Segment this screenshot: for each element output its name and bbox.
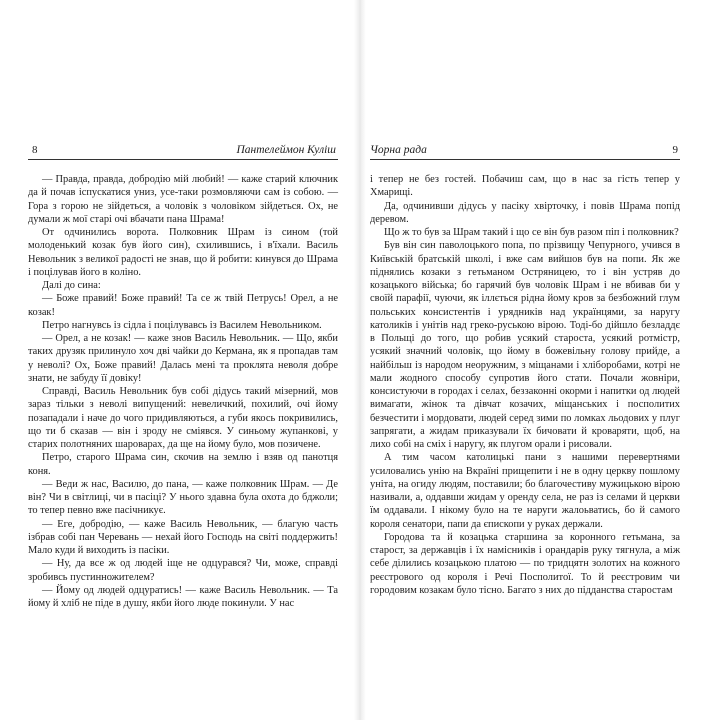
paragraph: — Еге, добродію, — каже Василь Невольник, — благую часть ізбрав собі пан Черевань — нехай його Господь на світі поддержить! Мало куди й виходить із пасіки. [28, 518, 338, 556]
paragraph: Далі до сина: [42, 280, 101, 291]
right-page-header [370, 143, 680, 159]
paragraph: А тим часом католицькі пани з нашими перевертнями усиловались унію на Вкраїні прищепити і не в одну церкву пошлому уніта, на огиду людям, поставили; бо благочестиву мужицькою вірою називали, а, оддавши жидам у оренду села, не раз із селами й церкви їм оддавали. І нікому було на те наруги жалоьватись, бо й самого короля сенатори, папи да єпископи у руках держали. [370, 452, 680, 530]
paragraph: Да, одчинивши дідусь у пасіку хвірточку, і повів Шрама попід деревом. [370, 200, 680, 225]
paragraph: Що ж то був за Шрам такий і що се він був разом піп і полковник? [384, 227, 679, 238]
left-page-number: 8 [32, 144, 38, 156]
right-page [370, 0, 680, 720]
right-page-number: 9 [672, 144, 678, 156]
paragraph: Городова та й козацька старшина за коронного гетьмана, за старост, за державців і їх намісників і орандарів руку тягнула, а між себе ділились козацькою платою — по тридцятн золотих на кожного реєстрового од короля і Речі Посполитої. То й реєстровим чи городовим козакам було тісно. Багато з них до підданства старостам [370, 531, 680, 596]
left-header-rule [28, 159, 338, 160]
paragraph: От одчинились ворота. Полковник Шрам із сином (той молоденький козак був його син), схилившись, і в'їхали. Василь Невольник з великої радості не знав, що й робити: кинувся до Шрама і поцілував його в коліно. [28, 227, 338, 278]
right-running-title: Чорна рада [370, 144, 427, 156]
paragraph: Був він син паволоцького попа, по прізвищу Чепурного, учився в Київській братській школі, і вже сам вийшов був на попи. Як же піднялись козаки з гетьманом Остряницею, то і він устряв до козацького війська; бо гарячий був чоловік Шрам і не вбивав би у своїй парафії, чуючи, як іллється рідна йому кров за безбожний глум польських консистентів і урядників над українцями, за наругу католиків і унітів над греко-руською вірою. Тоді-бо дійшло безладдє в Польщі до того, що робив усякий староста, усякий ротмістр, усякий значний чоловік, що йому в божевільну голову прийде, а найбільш із народом неоружним, з міщанами і хліборобами, котрі не мали жодного способу супротив його стати. Почали жовніри, консистуючи в городах і селах, беззаконні окорми і напитки од людей вимагати, жінок та дівчат козачих, міщанських і посполитих безчестити і мордовати, людей серед зими по ломках льодових у плуг запрягати, а жидам приказували їх бичовати й кроваряти, щоб, на лихо собі на сміх і наругу, як плугом орали і рисовали. [370, 240, 680, 450]
paragraph: Петро нагнувсь із сідла і поцілувавсь із Василем Невольником. [42, 319, 322, 331]
paragraph: — Орел, а не козак! — каже знов Василь Невольник. — Що, якби таких друзяк прилинуло хоч дві чайки до Кермана, як я пропадав там у неволі? Ох, Боже правий! Далась мені та проклята неволя добре знати, не забуду її довіку! [28, 333, 338, 384]
paragraph: Петро, старого Шрама син, скочив на землю і взяв од панотця коня. [28, 452, 338, 477]
paragraph: — Йому од людей одцуратись! — каже Василь Невольник. — Та йому й хліб не піде в душу, якби його люде покинули. У нас [28, 584, 338, 609]
left-page-text [28, 173, 338, 610]
right-page-text [370, 173, 680, 597]
paragraph: Справді, Василь Невольник був собі дідусь такий мізерний, мов зараз тільки з неволі випущений: невеличкий, похилий, очі йому позападали і наче до чого придивляються, а губи якось покривились, що ти б сказав — він і зроду не сміявся. У синьому жупанкові, у старих полотняних шароварах, да ще на йому було, мов позичене. [28, 386, 338, 450]
paragraph: — Правда, правда, добродію мій любий! — каже старий ключник да й почав іспускатися униз, усе-таки розмовляючи сам із собою. — Гора з горою не зійдеться, а чоловік з чоловіком зійдеться. Ох, не думали ж мої старі очі вбачати пана Шрама! [28, 174, 338, 225]
paragraph: і тепер не без гостей. Побачиш сам, що в нас за гість тепер у Хмарищі. [370, 174, 680, 199]
left-page [28, 0, 338, 720]
paragraph: — Боже правий! Боже правий! Та се ж твій Петрусь! Орел, а не козак! [28, 293, 338, 318]
right-header-rule [370, 159, 680, 160]
left-page-header [28, 143, 338, 159]
paragraph: — Веди ж нас, Василю, до пана, — каже полковник Шрам. — Де він? Чи в світлиці, чи в пасіці? У нього здавна була охота до бджоли; то тепер певно вже пасічникує. [28, 478, 338, 517]
book-gutter [354, 0, 366, 720]
paragraph: — Ну, да все ж од людей іще не одцурався? Чи, може, справді зробивсь пустинножителем? [28, 558, 338, 583]
left-running-title: Пантелеймон Куліш [236, 144, 336, 156]
